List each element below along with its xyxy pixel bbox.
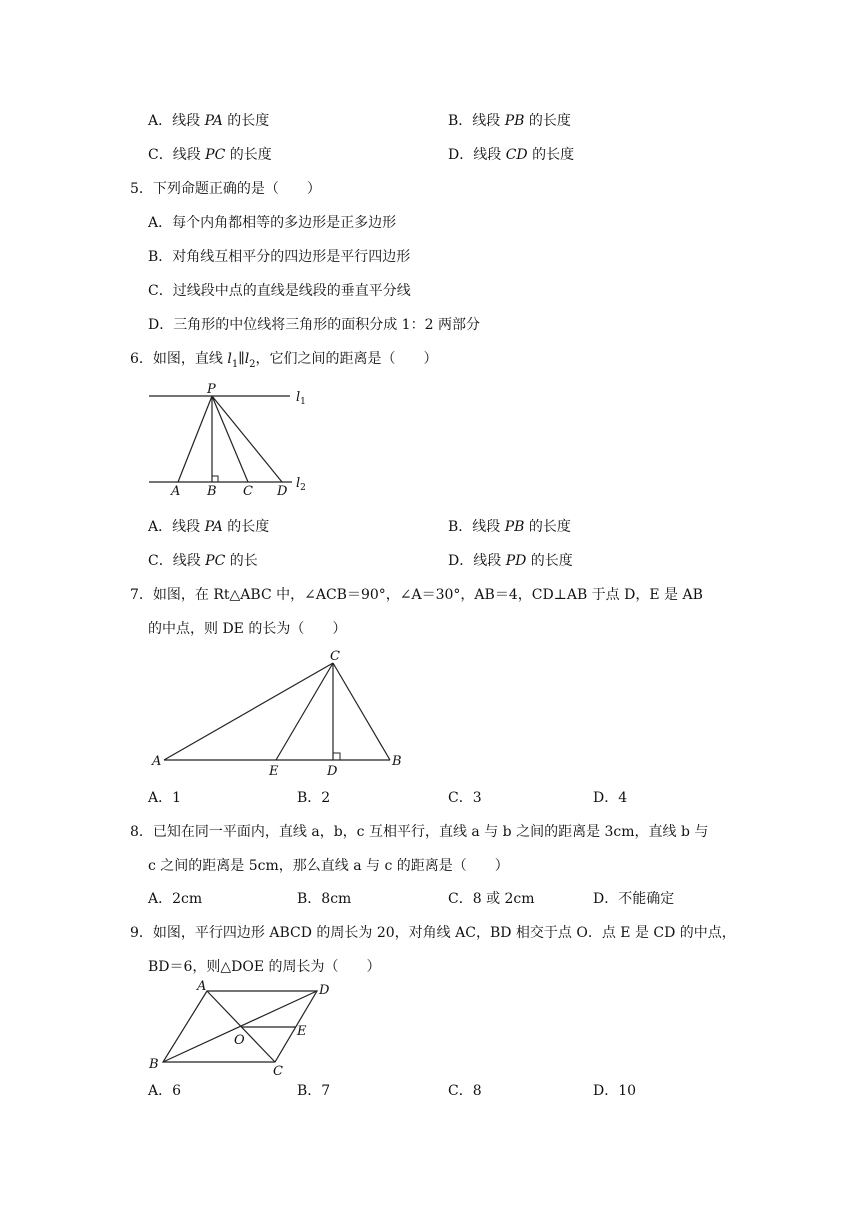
label-e: E [269,764,279,779]
label-c: C [330,649,340,664]
segment-bc [333,663,390,760]
label-c: C [273,1064,283,1079]
q6-option-c: C．线段 PC 的长 [148,553,258,569]
segment-ac [164,663,333,760]
q5-option-b: B．对角线互相平分的四边形是平行四边形 [148,249,411,265]
segment-pa [178,396,212,482]
q6-option-d: D．线段 PD 的长度 [448,553,573,569]
label-c: C [243,484,253,499]
q9-option-c: C．8 [448,1083,482,1099]
q5-option-a: A．每个内角都相等的多边形是正多边形 [148,215,397,231]
right-angle-mark [333,753,340,760]
q7-option-c: C．3 [448,790,482,806]
label-d: D [319,983,330,998]
q8-option-d: D．不能确定 [593,891,675,907]
q4-option-a: A．线段 PA 的长度 [148,113,270,129]
label-e: E [297,1024,307,1039]
q9-option-a: A．6 [148,1083,182,1099]
label-l1: $l_1$ [296,390,306,407]
segment-pc [212,396,248,482]
q6-option-b: B．线段 PB 的长度 [448,519,571,535]
label-b: B [207,484,217,499]
label-l2: $l_2$ [296,476,306,493]
label-a: A [197,979,207,994]
label-d: D [277,484,288,499]
q7-figure [150,646,410,779]
q9-option-b: B．7 [297,1083,331,1099]
q9-stem-line1: 9．如图，平行四边形 ABCD 的周长为 20，对角线 AC，BD 相交于点 O．点 E 是 CD 的中点， [130,925,736,941]
q8-option-a: A．2cm [148,891,203,907]
label-p: P [207,382,216,397]
label-b: B [149,1057,159,1072]
segment-pd [212,396,282,482]
label-d: D [327,764,338,779]
q5-stem: 5．下列命题正确的是（ ） [130,181,321,197]
q8-stem-line1: 8．已知在同一平面内，直线 a，b，c 互相平行，直线 a 与 b 之间的距离是 3cm，直线 b 与 [130,824,709,840]
q9-option-d: D．10 [593,1083,637,1099]
right-angle-mark [212,476,218,482]
segment-ce [276,663,333,760]
q4-option-b: B．线段 PB 的长度 [448,113,571,129]
q7-stem-line1: 7．如图，在 Rt△ABC 中，∠ACB＝90°，∠A＝30°，AB＝4，CD⊥AB 于点 D，E 是 AB [130,587,703,603]
q7-option-b: B．2 [297,790,331,806]
q5-option-c: C．过线段中点的直线是线段的垂直平分线 [148,283,411,299]
label-b: B [392,754,402,769]
q7-option-a: A．1 [148,790,182,806]
q8-stem-line2: c 之间的距离是 5cm，那么直线 a 与 c 的距离是（ ） [148,858,509,874]
q4-option-c: C．线段 PC 的长度 [148,147,272,163]
q6-option-a: A．线段 PA 的长度 [148,519,270,535]
q6-stem: 6．如图，直线 $l_1\parallel l_2$，它们之间的距离是（ ） [130,351,438,370]
q9-stem-line2: BD＝6，则△DOE 的周长为（ ） [148,959,381,975]
q4-option-d: D．线段 CD 的长度 [448,147,575,163]
q9-figure [145,980,345,1080]
q7-option-d: D．4 [593,790,628,806]
q7-stem-line2: 的中点，则 DE 的长为（ ） [148,621,347,637]
q8-option-b: B．8cm [297,891,352,907]
q5-option-d: D．三角形的中位线将三角形的面积分成 1：2 两部分 [148,317,480,333]
label-a: A [152,754,162,769]
q6-figure [146,380,316,500]
q8-option-c: C．8 或 2cm [448,891,535,907]
label-a: A [171,484,181,499]
label-o: O [234,1033,245,1048]
